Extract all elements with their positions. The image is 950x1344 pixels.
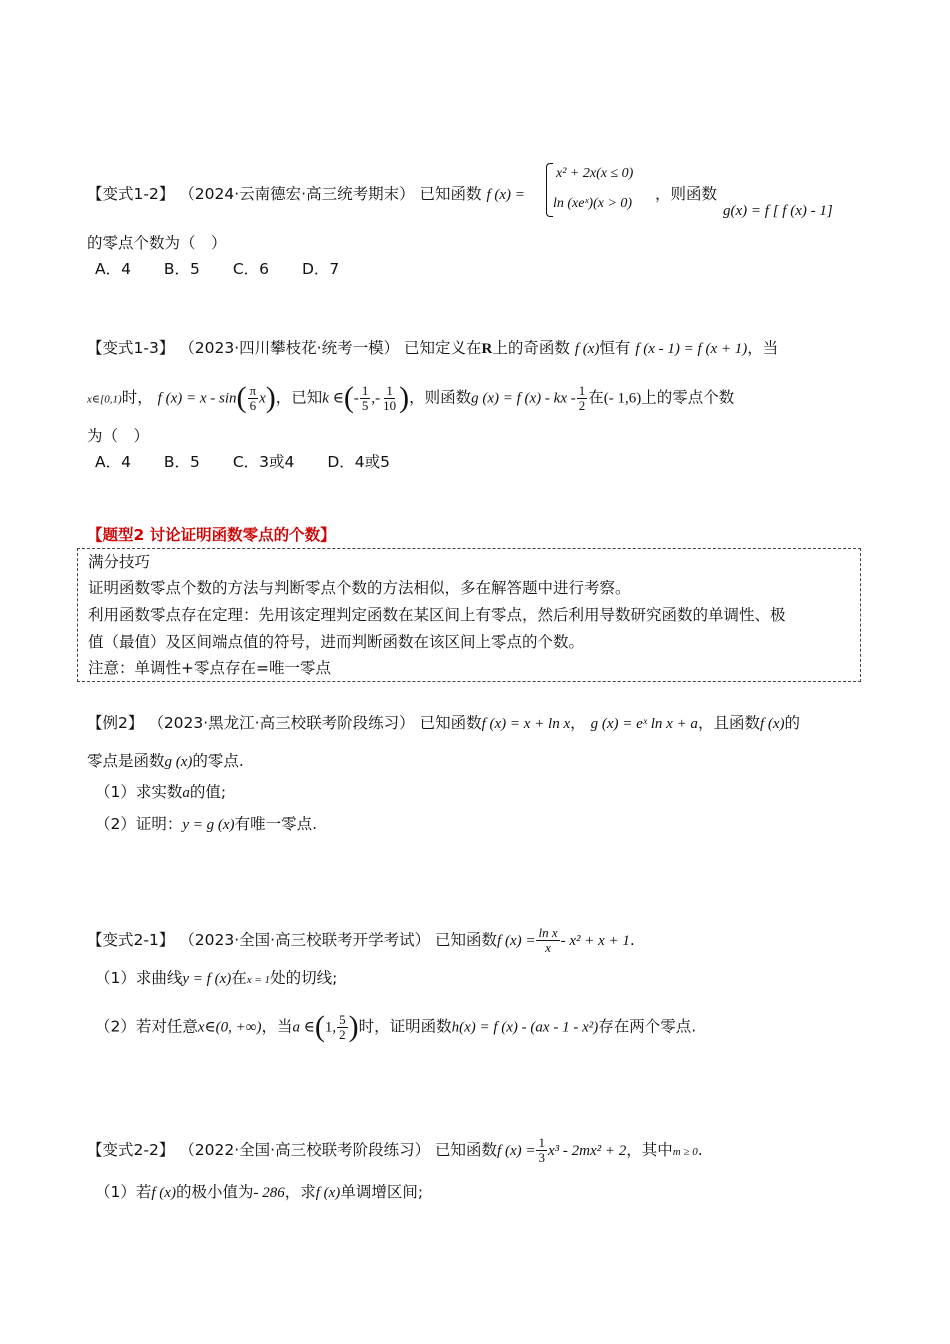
tips-line3: 值（最值）及区间端点值的符号，进而判断函数在该区间上零点的个数。 — [88, 633, 585, 651]
v13-neg2: ,- — [371, 390, 381, 407]
type2-heading: 【题型2 讨论证明函数零点的个数】 — [87, 526, 336, 544]
ex2-q2b: 有唯一零点. — [234, 815, 317, 833]
v21-q1b: 在 — [231, 969, 247, 987]
ex2-source: （2023·黑龙江·高三校联考阶段练习） — [148, 714, 415, 732]
v21-q2d: 存在两个零点. — [598, 1017, 697, 1036]
v22-frac — [536, 1136, 547, 1165]
v22-three: 3 — [538, 1150, 545, 1165]
v13-fx: f (x) — [574, 341, 600, 357]
v21-q2a: （2）若对任意 — [95, 1017, 198, 1036]
v22-q1b: 的极小值为 — [175, 1183, 254, 1201]
v13-domain: x∈[0,1) — [87, 393, 122, 406]
v13-source: （2023·四川攀枝花·统考一模） — [179, 339, 400, 357]
v12-lead: 已知函数 — [419, 185, 482, 203]
ex2-t3: 的 — [784, 714, 801, 732]
tips-box — [77, 548, 861, 682]
v13-label: 【变式1-3】 — [87, 339, 175, 357]
v22-fx2: f (x) — [151, 1185, 176, 1201]
v21-q2 — [95, 1012, 696, 1042]
ex2-line2 — [87, 750, 244, 773]
v13-five: 5 — [361, 397, 369, 413]
v22-t1: 已知函数 — [435, 1141, 498, 1159]
v22-one: 1 — [538, 1135, 545, 1150]
v12-option-d: D．7 — [301, 260, 340, 278]
v12-option-a: A．4 — [95, 260, 131, 278]
v21-q2c: 时，证明函数 — [358, 1017, 452, 1036]
v21-frac — [536, 926, 559, 955]
ex2-label: 【例2】 — [87, 714, 144, 732]
v21-q2h: h(x) = f (x) - (ax - 1 - x²) — [451, 1019, 599, 1036]
v21-paren-close: ) — [348, 1010, 359, 1043]
v13-eq: f (x - 1) = f (x + 1) — [635, 341, 748, 357]
ex2-line2a: 零点是函数 — [87, 752, 165, 770]
ex2-t1: 已知函数 — [419, 714, 482, 732]
ex2-comma: ， — [570, 714, 586, 732]
v21-frac52 — [337, 1013, 348, 1042]
v13-t1: 已知定义在 — [404, 339, 482, 357]
v22-q1 — [95, 1181, 423, 1204]
v21-lnx: ln x — [538, 925, 558, 940]
ex2-line1 — [87, 712, 800, 735]
v13-t9: 上的零点个数 — [641, 388, 735, 407]
v22-rest: x³ - 2mx² + 2 — [547, 1143, 627, 1159]
v21-q2dom: x∈(0, +∞) — [197, 1019, 262, 1036]
v13-kin: k ∈ — [322, 390, 344, 407]
v13-option-c: C．3或4 — [232, 453, 295, 471]
v13-x: x — [259, 390, 266, 407]
v22-val: - 286 — [253, 1185, 285, 1201]
v21-q1eq: y = f (x) — [182, 971, 232, 987]
v13-paren-open: ( — [236, 381, 247, 414]
v13-t8: 在 — [588, 388, 604, 407]
v12-line1 — [87, 183, 525, 206]
v22-q1a: （1）若 — [95, 1183, 152, 1201]
v13-one-c: 1 — [578, 382, 586, 398]
v13-t3: 恒有 — [599, 339, 631, 357]
v21-label: 【变式2-1】 — [87, 931, 175, 949]
v13-pi: π — [249, 382, 257, 398]
ex2-q1 — [95, 781, 226, 804]
tips-line2: 利用函数零点存在定理：先用该定理判定函数在某区间上有零点，然后利用导数研究函数的单调性、极 — [88, 606, 786, 624]
v22-dot: . — [697, 1141, 703, 1159]
v22-fx: f (x) = — [497, 1143, 536, 1159]
v22-line1 — [87, 1136, 703, 1165]
v21-q2two: 2 — [339, 1026, 346, 1042]
v13-frac-15 — [360, 384, 371, 413]
v13-line3: 为（ ） — [87, 427, 150, 445]
v21-paren-open: ( — [314, 1010, 325, 1043]
v13-frac-110 — [381, 384, 398, 413]
ex2-t2: ，且函数 — [697, 714, 760, 732]
v22-q1d: 单调增区间; — [340, 1183, 424, 1201]
v12-gx: g(x) = f [ f (x) - 1] — [723, 203, 833, 219]
v12-source: （2024·云南德宏·高三统考期末） — [179, 185, 415, 203]
v21-q2b: ，当 — [261, 1017, 293, 1036]
v21-q1a: （1）求曲线 — [95, 969, 183, 987]
v13-paren-close: ) — [265, 381, 276, 414]
v13-option-a: A．4 — [95, 453, 131, 471]
ex2-a: a — [182, 785, 190, 801]
v22-source: （2022·全国·高三校联考阶段练习） — [179, 1141, 431, 1159]
v13-options — [95, 451, 418, 473]
v13-one: 1 — [361, 382, 369, 398]
v21-t1: 已知函数 — [435, 931, 498, 949]
v13-option-d: D．4或5 — [327, 453, 390, 471]
v12-piece2: ln (xeˣ)(x > 0) — [553, 196, 633, 211]
v13-t6: ，已知 — [275, 388, 323, 407]
v21-q2five: 5 — [339, 1011, 346, 1027]
ex2-gx: g (x) — [164, 754, 193, 770]
ex2-line2b: 的零点. — [192, 752, 244, 770]
v13-fdef: f (x) = x - sin — [157, 390, 237, 407]
v21-x: x — [545, 940, 551, 955]
v13-six: 6 — [249, 397, 257, 413]
tips-line4: 注意：单调性+零点存在=唯一零点 — [88, 659, 331, 677]
v13-frac-pi6 — [248, 384, 259, 413]
v21-line1 — [87, 926, 635, 955]
v13-t2: 上的奇函数 — [492, 339, 570, 357]
v21-source: （2023·全国·高三校联考开学考试） — [179, 931, 431, 949]
v21-rest: - x² + x + 1 — [560, 933, 630, 949]
v13-one-b: 1 — [386, 382, 393, 398]
ex2-q2a: （2）证明： — [95, 815, 183, 833]
v12-option-c: C．6 — [232, 260, 270, 278]
v21-q1 — [95, 967, 337, 991]
v12-brace — [546, 163, 553, 217]
v13-t5: 时， — [121, 388, 153, 407]
v13-frac-12 — [577, 384, 588, 413]
v21-fx: f (x) = — [497, 933, 536, 949]
v22-cond: m ≥ 0 — [672, 1146, 698, 1158]
ex2-g: g (x) = eˣ ln x + a — [590, 716, 698, 732]
tips-line1: 证明函数零点个数的方法与判断零点个数的方法相似，多在解答题中进行考察。 — [88, 579, 631, 597]
v21-q2ain: a ∈ — [292, 1019, 315, 1036]
tips-title: 满分技巧 — [88, 553, 151, 571]
v13-line1 — [87, 337, 778, 360]
v22-t2: ，其中 — [626, 1141, 673, 1159]
ex2-q2 — [95, 813, 317, 836]
v13-paren2-close: ) — [399, 381, 410, 414]
v21-q1x: x = 1 — [246, 974, 271, 986]
v12-option-b: B．5 — [163, 260, 200, 278]
v22-label: 【变式2-2】 — [87, 1141, 175, 1159]
v21-q1c: 处的切线; — [270, 969, 338, 987]
v21-dot: . — [629, 931, 635, 949]
v13-neg1: - — [353, 390, 359, 407]
v12-line2: 的零点个数为（ ） — [87, 234, 227, 252]
v13-R: R — [481, 341, 493, 357]
ex2-q1a: （1）求实数 — [95, 783, 183, 801]
v13-option-b: B．5 — [163, 453, 200, 471]
v13-t4: ，当 — [747, 339, 779, 357]
v13-ten: 10 — [383, 397, 397, 413]
v22-q1c: ，求 — [284, 1183, 316, 1201]
v13-paren2-open: ( — [343, 381, 354, 414]
v22-fx3: f (x) — [315, 1185, 341, 1201]
v12-options — [95, 258, 367, 280]
ex2-fx: f (x) — [759, 716, 785, 732]
v12-fx: f (x) = — [486, 187, 525, 203]
v12-label: 【变式1-2】 — [87, 185, 175, 203]
v12-mid: ，则函数 — [655, 185, 718, 203]
ex2-q2eq: y = g (x) — [182, 817, 235, 833]
v13-line2 — [87, 383, 734, 413]
ex2-f: f (x) = x + ln x — [481, 716, 571, 732]
v21-q2one: 1, — [324, 1019, 337, 1036]
ex2-q1b: 的值; — [189, 783, 227, 801]
v13-gdef: g (x) = f (x) - kx - — [471, 390, 576, 407]
v13-interval: (- 1,6) — [603, 390, 642, 407]
v12-piece1: x² + 2x(x ≤ 0) — [556, 166, 634, 181]
v13-two: 2 — [578, 397, 586, 413]
v13-t7: ，则函数 — [409, 388, 472, 407]
